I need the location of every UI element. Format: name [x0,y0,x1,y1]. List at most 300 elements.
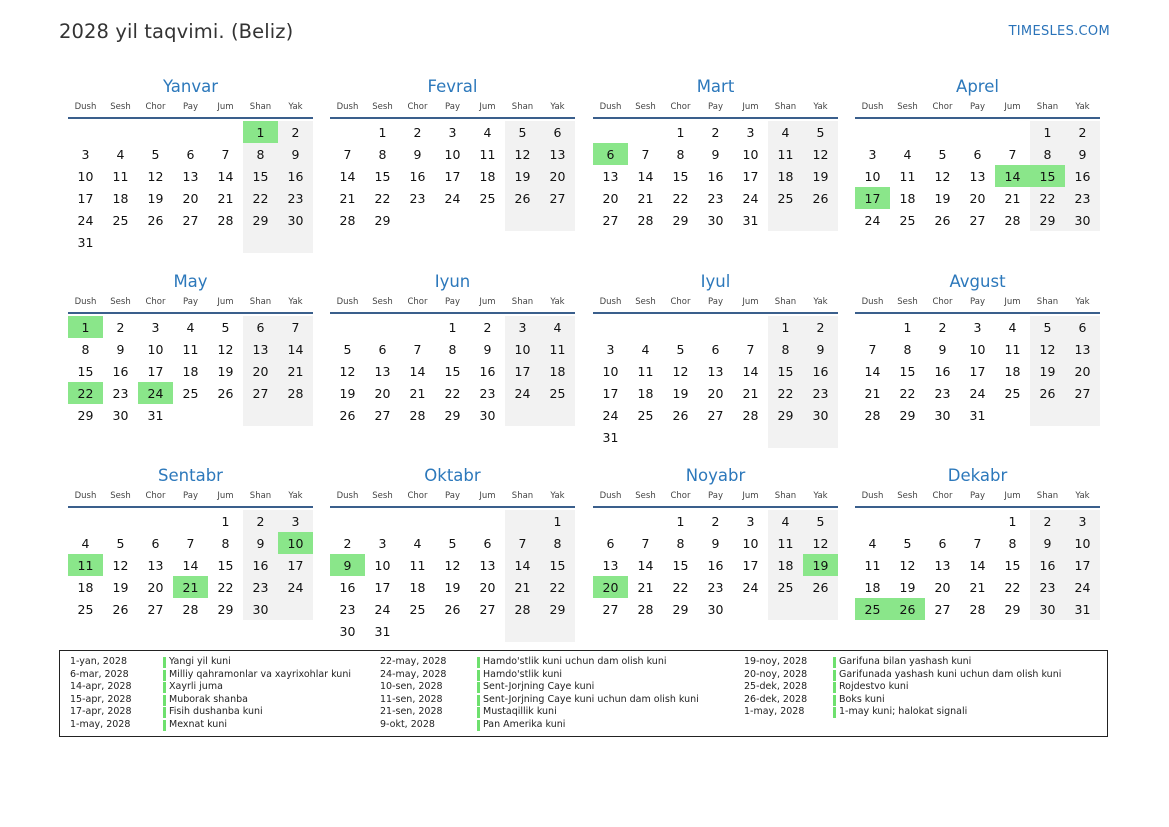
day-cell[interactable]: 11 [479,146,496,162]
day-cell[interactable]: 14 [339,168,356,184]
day-cell[interactable]: 30 [803,404,838,426]
day-cell[interactable]: 26 [444,601,461,617]
day-cell[interactable]: 7 [868,341,877,357]
day-cell[interactable]: 5 [803,121,838,143]
day-cell[interactable]: 9 [116,341,125,357]
day-cell[interactable]: 11 [864,557,881,573]
day-cell[interactable]: 16 [243,554,278,576]
day-cell[interactable]: 20 [243,360,278,382]
day-cell[interactable]: 28 [742,407,759,423]
day-cell[interactable]: 11 [637,363,654,379]
day-cell[interactable]: 24 [1065,576,1100,598]
day-cell[interactable]: 5 [938,146,947,162]
day-cell[interactable]: 27 [969,212,986,228]
day-cell[interactable]: 14 [505,554,540,576]
day-cell[interactable]: 9 [278,143,313,165]
day-cell[interactable]: 30 [1030,598,1065,620]
day-cell[interactable]: 5 [343,341,352,357]
day-cell[interactable]: 6 [540,121,575,143]
day-cell[interactable]: 25 [77,601,94,617]
day-cell[interactable]: 30 [1065,209,1100,231]
day-cell[interactable]: 21 [278,360,313,382]
day-cell[interactable]: 14 [217,168,234,184]
day-cell[interactable]: 7 [973,535,982,551]
day-cell[interactable]: 22 [217,579,234,595]
day-cell[interactable]: 27 [147,601,164,617]
day-cell[interactable]: 26 [217,385,234,401]
day-cell[interactable]: 23 [1030,576,1065,598]
day-cell[interactable]: 22 [374,190,391,206]
day-cell[interactable]: 18 [540,360,575,382]
day-cell[interactable]: 21 [637,190,654,206]
day-cell[interactable]: 6 [151,535,160,551]
day-cell[interactable]: 8 [1008,535,1017,551]
day-cell[interactable]: 6 [378,341,387,357]
day-cell-holiday[interactable]: 26 [890,598,925,620]
day-cell[interactable]: 29 [374,212,391,228]
day-cell[interactable]: 1 [676,124,685,140]
day-cell[interactable]: 10 [444,146,461,162]
day-cell[interactable]: 2 [711,124,720,140]
day-cell[interactable]: 14 [637,168,654,184]
day-cell[interactable]: 18 [899,190,916,206]
day-cell[interactable]: 21 [505,576,540,598]
day-cell[interactable]: 15 [217,557,234,573]
day-cell-holiday[interactable]: 21 [173,576,208,598]
day-cell[interactable]: 14 [182,557,199,573]
day-cell[interactable]: 11 [112,168,129,184]
day-cell[interactable]: 31 [742,212,759,228]
day-cell[interactable]: 2 [278,121,313,143]
day-cell-holiday[interactable]: 24 [138,382,173,404]
day-cell[interactable]: 20 [182,190,199,206]
day-cell[interactable]: 12 [339,363,356,379]
day-cell[interactable]: 26 [1030,382,1065,404]
day-cell[interactable]: 1 [903,319,912,335]
day-cell[interactable]: 16 [707,168,724,184]
day-cell[interactable]: 22 [243,187,278,209]
day-cell[interactable]: 11 [1004,341,1021,357]
day-cell[interactable]: 24 [864,212,881,228]
day-cell[interactable]: 30 [112,407,129,423]
day-cell[interactable]: 18 [768,554,803,576]
day-cell[interactable]: 12 [444,557,461,573]
day-cell[interactable]: 5 [221,319,230,335]
day-cell[interactable]: 2 [413,124,422,140]
day-cell[interactable]: 14 [409,363,426,379]
day-cell[interactable]: 12 [147,168,164,184]
day-cell[interactable]: 12 [505,143,540,165]
day-cell[interactable]: 23 [1065,187,1100,209]
day-cell[interactable]: 11 [768,143,803,165]
day-cell[interactable]: 26 [803,187,838,209]
day-cell[interactable]: 19 [803,165,838,187]
day-cell[interactable]: 2 [1030,510,1065,532]
day-cell[interactable]: 29 [77,407,94,423]
day-cell[interactable]: 25 [409,601,426,617]
day-cell[interactable]: 2 [803,316,838,338]
day-cell[interactable]: 31 [969,407,986,423]
day-cell[interactable]: 3 [606,341,615,357]
day-cell[interactable]: 16 [1065,165,1100,187]
day-cell[interactable]: 2 [243,510,278,532]
day-cell[interactable]: 8 [768,338,803,360]
day-cell[interactable]: 12 [899,557,916,573]
day-cell[interactable]: 2 [343,535,352,551]
day-cell[interactable]: 19 [505,165,540,187]
day-cell[interactable]: 25 [1004,385,1021,401]
day-cell-holiday[interactable]: 1 [68,316,103,338]
day-cell[interactable]: 27 [602,212,619,228]
day-cell[interactable]: 22 [1030,187,1065,209]
day-cell[interactable]: 9 [711,535,720,551]
day-cell[interactable]: 3 [746,124,755,140]
day-cell[interactable]: 19 [339,385,356,401]
day-cell[interactable]: 29 [672,212,689,228]
day-cell[interactable]: 3 [1065,510,1100,532]
day-cell[interactable]: 15 [768,360,803,382]
day-cell[interactable]: 30 [278,209,313,231]
day-cell[interactable]: 20 [479,579,496,595]
day-cell[interactable]: 26 [672,407,689,423]
day-cell[interactable]: 16 [934,363,951,379]
day-cell[interactable]: 10 [742,535,759,551]
day-cell[interactable]: 29 [899,407,916,423]
day-cell[interactable]: 8 [378,146,387,162]
day-cell[interactable]: 26 [803,576,838,598]
day-cell[interactable]: 22 [768,382,803,404]
day-cell[interactable]: 29 [540,598,575,620]
day-cell[interactable]: 14 [969,557,986,573]
day-cell[interactable]: 19 [899,579,916,595]
day-cell[interactable]: 28 [969,601,986,617]
day-cell[interactable]: 31 [1065,598,1100,620]
day-cell[interactable]: 26 [934,212,951,228]
day-cell[interactable]: 27 [182,212,199,228]
day-cell[interactable]: 21 [969,579,986,595]
day-cell[interactable]: 3 [505,316,540,338]
day-cell[interactable]: 19 [444,579,461,595]
day-cell[interactable]: 28 [339,212,356,228]
day-cell[interactable]: 4 [768,121,803,143]
day-cell[interactable]: 10 [864,168,881,184]
day-cell[interactable]: 6 [938,535,947,551]
day-cell[interactable]: 28 [637,212,654,228]
day-cell[interactable]: 2 [483,319,492,335]
day-cell[interactable]: 6 [186,146,195,162]
day-cell[interactable]: 15 [374,168,391,184]
day-cell[interactable]: 25 [768,576,803,598]
day-cell[interactable]: 20 [934,579,951,595]
day-cell[interactable]: 11 [409,557,426,573]
day-cell-holiday[interactable]: 6 [593,143,628,165]
day-cell[interactable]: 10 [742,146,759,162]
day-cell[interactable]: 16 [112,363,129,379]
day-cell[interactable]: 13 [243,338,278,360]
day-cell[interactable]: 5 [803,510,838,532]
day-cell-holiday[interactable]: 11 [68,554,103,576]
day-cell[interactable]: 30 [707,601,724,617]
day-cell[interactable]: 22 [672,579,689,595]
day-cell[interactable]: 15 [243,165,278,187]
day-cell[interactable]: 21 [217,190,234,206]
day-cell[interactable]: 21 [742,385,759,401]
day-cell[interactable]: 23 [934,385,951,401]
day-cell-holiday[interactable]: 20 [593,576,628,598]
day-cell[interactable]: 11 [768,532,803,554]
day-cell[interactable]: 17 [444,168,461,184]
day-cell[interactable]: 31 [147,407,164,423]
day-cell[interactable]: 19 [217,363,234,379]
day-cell[interactable]: 3 [151,319,160,335]
day-cell[interactable]: 16 [409,168,426,184]
day-cell[interactable]: 10 [77,168,94,184]
day-cell[interactable]: 27 [540,187,575,209]
day-cell[interactable]: 15 [444,363,461,379]
day-cell[interactable]: 16 [707,557,724,573]
day-cell[interactable]: 10 [969,341,986,357]
day-cell[interactable]: 12 [803,532,838,554]
day-cell[interactable]: 24 [742,190,759,206]
day-cell[interactable]: 3 [746,513,755,529]
day-cell[interactable]: 14 [742,363,759,379]
day-cell[interactable]: 21 [1004,190,1021,206]
day-cell[interactable]: 27 [243,382,278,404]
day-cell[interactable]: 23 [803,382,838,404]
day-cell[interactable]: 8 [243,143,278,165]
day-cell[interactable]: 18 [112,190,129,206]
day-cell[interactable]: 26 [147,212,164,228]
day-cell[interactable]: 13 [602,557,619,573]
day-cell[interactable]: 17 [742,557,759,573]
day-cell-holiday[interactable]: 19 [803,554,838,576]
day-cell[interactable]: 23 [707,579,724,595]
day-cell[interactable]: 7 [413,341,422,357]
day-cell[interactable]: 17 [77,190,94,206]
day-cell-holiday[interactable]: 22 [68,382,103,404]
day-cell[interactable]: 7 [641,146,650,162]
day-cell[interactable]: 27 [374,407,391,423]
day-cell[interactable]: 15 [1004,557,1021,573]
day-cell[interactable]: 6 [1065,316,1100,338]
day-cell[interactable]: 18 [479,168,496,184]
day-cell[interactable]: 1 [221,513,230,529]
day-cell[interactable]: 18 [182,363,199,379]
day-cell[interactable]: 28 [182,601,199,617]
day-cell[interactable]: 17 [147,363,164,379]
day-cell[interactable]: 6 [243,316,278,338]
day-cell[interactable]: 23 [278,187,313,209]
day-cell[interactable]: 27 [707,407,724,423]
day-cell[interactable]: 30 [243,598,278,620]
day-cell[interactable]: 26 [505,187,540,209]
day-cell[interactable]: 19 [1030,360,1065,382]
day-cell[interactable]: 27 [602,601,619,617]
day-cell[interactable]: 20 [969,190,986,206]
day-cell[interactable]: 22 [1004,579,1021,595]
day-cell[interactable]: 8 [903,341,912,357]
day-cell[interactable]: 24 [374,601,391,617]
day-cell[interactable]: 24 [505,382,540,404]
day-cell[interactable]: 28 [409,407,426,423]
day-cell-holiday[interactable]: 1 [243,121,278,143]
day-cell[interactable]: 31 [602,429,619,445]
day-cell[interactable]: 25 [899,212,916,228]
day-cell[interactable]: 24 [444,190,461,206]
day-cell[interactable]: 3 [448,124,457,140]
day-cell[interactable]: 4 [868,535,877,551]
day-cell[interactable]: 13 [374,363,391,379]
day-cell[interactable]: 5 [505,121,540,143]
day-cell[interactable]: 14 [637,557,654,573]
day-cell[interactable]: 4 [1008,319,1017,335]
day-cell[interactable]: 29 [1030,209,1065,231]
day-cell[interactable]: 7 [1008,146,1017,162]
day-cell[interactable]: 4 [413,535,422,551]
day-cell[interactable]: 6 [606,535,615,551]
day-cell[interactable]: 4 [186,319,195,335]
day-cell[interactable]: 17 [1065,554,1100,576]
day-cell[interactable]: 5 [903,535,912,551]
day-cell[interactable]: 8 [81,341,90,357]
day-cell[interactable]: 17 [602,385,619,401]
day-cell[interactable]: 26 [339,407,356,423]
day-cell[interactable]: 9 [1030,532,1065,554]
day-cell[interactable]: 16 [339,579,356,595]
day-cell[interactable]: 2 [116,319,125,335]
day-cell[interactable]: 4 [116,146,125,162]
day-cell[interactable]: 1 [768,316,803,338]
day-cell[interactable]: 3 [973,319,982,335]
day-cell[interactable]: 29 [243,209,278,231]
day-cell[interactable]: 2 [938,319,947,335]
day-cell[interactable]: 4 [903,146,912,162]
day-cell[interactable]: 15 [540,554,575,576]
day-cell[interactable]: 31 [77,234,94,250]
day-cell[interactable]: 24 [969,385,986,401]
day-cell[interactable]: 16 [479,363,496,379]
day-cell[interactable]: 24 [278,576,313,598]
day-cell[interactable]: 18 [768,165,803,187]
day-cell[interactable]: 20 [147,579,164,595]
day-cell[interactable]: 13 [182,168,199,184]
day-cell[interactable]: 2 [1065,121,1100,143]
day-cell[interactable]: 17 [505,360,540,382]
day-cell[interactable]: 13 [602,168,619,184]
day-cell[interactable]: 1 [676,513,685,529]
day-cell[interactable]: 23 [112,385,129,401]
day-cell[interactable]: 28 [637,601,654,617]
day-cell[interactable]: 9 [413,146,422,162]
day-cell[interactable]: 20 [540,165,575,187]
day-cell[interactable]: 1 [378,124,387,140]
day-cell[interactable]: 22 [672,190,689,206]
day-cell[interactable]: 28 [278,382,313,404]
day-cell[interactable]: 19 [112,579,129,595]
day-cell[interactable]: 18 [637,385,654,401]
day-cell[interactable]: 15 [672,168,689,184]
day-cell[interactable]: 12 [672,363,689,379]
day-cell-holiday[interactable]: 14 [995,165,1030,187]
day-cell[interactable]: 10 [147,341,164,357]
day-cell[interactable]: 9 [483,341,492,357]
day-cell[interactable]: 28 [505,598,540,620]
day-cell[interactable]: 16 [803,360,838,382]
day-cell[interactable]: 22 [444,385,461,401]
day-cell[interactable]: 12 [803,143,838,165]
day-cell[interactable]: 4 [540,316,575,338]
day-cell[interactable]: 18 [409,579,426,595]
day-cell[interactable]: 9 [1065,143,1100,165]
day-cell[interactable]: 6 [973,146,982,162]
day-cell[interactable]: 17 [969,363,986,379]
day-cell[interactable]: 8 [1030,143,1065,165]
day-cell[interactable]: 21 [637,579,654,595]
day-cell[interactable]: 20 [707,385,724,401]
day-cell[interactable]: 27 [934,601,951,617]
day-cell[interactable]: 28 [864,407,881,423]
day-cell[interactable]: 4 [483,124,492,140]
day-cell[interactable]: 7 [505,532,540,554]
day-cell[interactable]: 13 [147,557,164,573]
day-cell[interactable]: 30 [479,407,496,423]
day-cell[interactable]: 20 [602,190,619,206]
day-cell[interactable]: 23 [243,576,278,598]
day-cell[interactable]: 9 [938,341,947,357]
day-cell[interactable]: 21 [339,190,356,206]
day-cell[interactable]: 1 [448,319,457,335]
day-cell[interactable]: 8 [540,532,575,554]
day-cell[interactable]: 29 [672,601,689,617]
day-cell[interactable]: 20 [1065,360,1100,382]
day-cell[interactable]: 25 [768,187,803,209]
day-cell[interactable]: 10 [1065,532,1100,554]
day-cell[interactable]: 7 [343,146,352,162]
day-cell[interactable]: 3 [278,510,313,532]
day-cell[interactable]: 25 [479,190,496,206]
day-cell[interactable]: 28 [217,212,234,228]
day-cell[interactable]: 22 [899,385,916,401]
day-cell[interactable]: 25 [182,385,199,401]
day-cell[interactable]: 10 [505,338,540,360]
day-cell[interactable]: 16 [278,165,313,187]
day-cell[interactable]: 19 [147,190,164,206]
day-cell-holiday[interactable]: 15 [1030,165,1065,187]
day-cell[interactable]: 21 [409,385,426,401]
day-cell[interactable]: 28 [1004,212,1021,228]
day-cell[interactable]: 4 [768,510,803,532]
day-cell[interactable]: 1 [1008,513,1017,529]
day-cell[interactable]: 6 [711,341,720,357]
day-cell[interactable]: 22 [540,576,575,598]
day-cell[interactable]: 30 [934,407,951,423]
day-cell[interactable]: 12 [934,168,951,184]
day-cell[interactable]: 4 [81,535,90,551]
day-cell[interactable]: 5 [151,146,160,162]
day-cell[interactable]: 16 [1030,554,1065,576]
day-cell[interactable]: 25 [540,382,575,404]
day-cell[interactable]: 6 [483,535,492,551]
day-cell[interactable]: 13 [969,168,986,184]
day-cell[interactable]: 17 [742,168,759,184]
day-cell[interactable]: 24 [742,579,759,595]
day-cell[interactable]: 27 [479,601,496,617]
day-cell-holiday[interactable]: 9 [330,554,365,576]
day-cell[interactable]: 7 [221,146,230,162]
day-cell[interactable]: 26 [112,601,129,617]
day-cell[interactable]: 23 [707,190,724,206]
day-cell[interactable]: 8 [221,535,230,551]
